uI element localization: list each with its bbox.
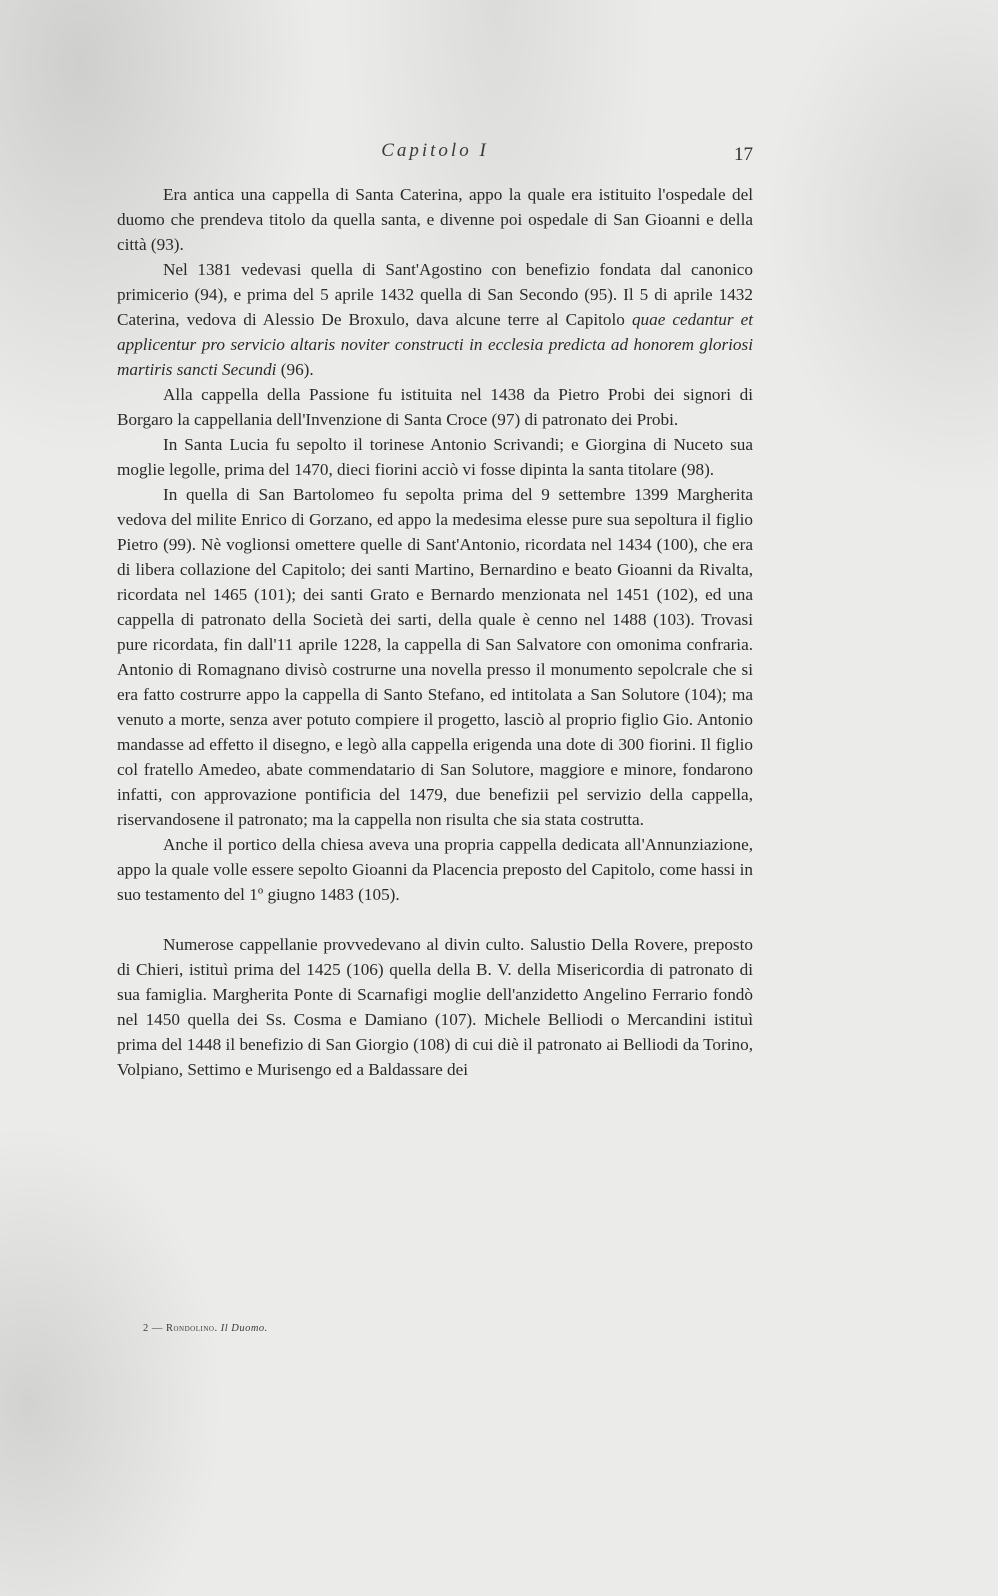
- paragraph-5: In quella di San Bartolomeo fu sepolta prima del 9 settembre 1399 Margherita vedova del milite Enrico di Gorzano, ed appo la medesima elesse pure sua sepoltura il figlio Pietro (99). Nè voglionsi omettere quelle di Sant'Antonio, ricordata nel 1434 (100), che era di libera collazione del Capitolo; dei santi Martino, Bernardino e beato Gioanni da Rivalta, ricordata nel 1465 (101); dei santi Grato e Bernardo menzionata nel 1451 (102), ed una cappella di patronato della Società dei sarti, della quale è cenno nel 1488 (103). Trovasi pure ricordata, fin dall'11 aprile 1228, la cappella di San Salvatore con omonima confraria. Antonio di Romagnano divisò costrurne una novella presso il monumento sepolcrale che si era fatto costrurre appo la cappella di Santo Stefano, ed intitolata a San Solutore (104); ma venuto a morte, senza aver potuto compiere il progetto, lasciò al proprio figlio Gio. Antonio mandasse ad effetto il disegno, e legò alla cappella erigenda una dote di 300 fiorini. Il figlio col fratello Amedeo, abate commendatario di San Solutore, maggiore e minore, fondarono infatti, con approvazione pontificia del 1479, due benefizii pel servizio della cappella, riservandosene il patronato; ma la cappella non risulta che sia stata costrutta.: [117, 485, 753, 829]
- paragraph-1: Era antica una cappella di Santa Caterina, appo la quale era istituito l'ospedale del duomo che prendeva titolo da quella santa, e divenne poi ospedale di San Gioanni e della città (93).: [117, 185, 753, 254]
- paragraph-4: In Santa Lucia fu sepolto il torinese Antonio Scrivandi; e Giorgina di Nuceto sua moglie legolle, prima del 1470, dieci fiorini acciò vi fosse dipinta la santa titolare (98).: [117, 435, 753, 479]
- paragraph-2-text-after: (96).: [276, 360, 314, 379]
- paragraph-2: [117, 257, 753, 382]
- latin-quotation: quae cedantur et applicentur pro servicio altaris noviter constructi in ecclesia predicta ad honorem gloriosi martiris sancti Secundi: [117, 310, 753, 379]
- signature-footer: [143, 1323, 268, 1334]
- page-header: [117, 140, 753, 170]
- paragraph-6: Anche il portico della chiesa aveva una propria cappella dedicata all'Annunziazione, appo la quale volle essere sepolto Gioanni da Placencia preposto del Capitolo, come hassi in suo testamento del 1º giugno 1483 (105).: [117, 835, 753, 904]
- paragraph-3: Alla cappella della Passione fu istituita nel 1438 da Pietro Probi dei signori di Borgaro la cappellania dell'Invenzione di Santa Croce (97) di patronato dei Probi.: [117, 385, 753, 429]
- footer-author: Rondolino.: [166, 1323, 218, 1334]
- page-number: 17: [734, 144, 753, 165]
- running-title: Capitolo I: [381, 140, 489, 161]
- footer-work-title: Il Duomo.: [220, 1323, 268, 1334]
- body-text: [117, 182, 753, 1082]
- signature-number: 2 —: [143, 1323, 163, 1334]
- paragraph-7: Numerose cappellanie provvedevano al divin culto. Salustio Della Rovere, preposto di Chieri, istituì prima del 1425 (106) quella della B. V. della Misericordia di patronato di sua famiglia. Margherita Ponte di Scarnafigi moglie dell'anzidetto Angelino Ferrario fondò nel 1450 quella dei Ss. Cosma e Damiano (107). Michele Belliodi o Mercandini istituì prima del 1448 il benefizio di San Giorgio (108) di cui diè il patronato ai Belliodi da Torino, Volpiano, Settimo e Murisengo ed a Baldassare dei: [117, 935, 753, 1079]
- paragraph-2-text-before: Nel 1381 vedevasi quella di Sant'Agostino con benefizio fondata dal canonico primicerio (94), e prima del 5 aprile 1432 quella di San Secondo (95). Il 5 di aprile 1432 Caterina, vedova di Alessio De Broxulo, dava alcune terre al Capitolo: [117, 260, 753, 329]
